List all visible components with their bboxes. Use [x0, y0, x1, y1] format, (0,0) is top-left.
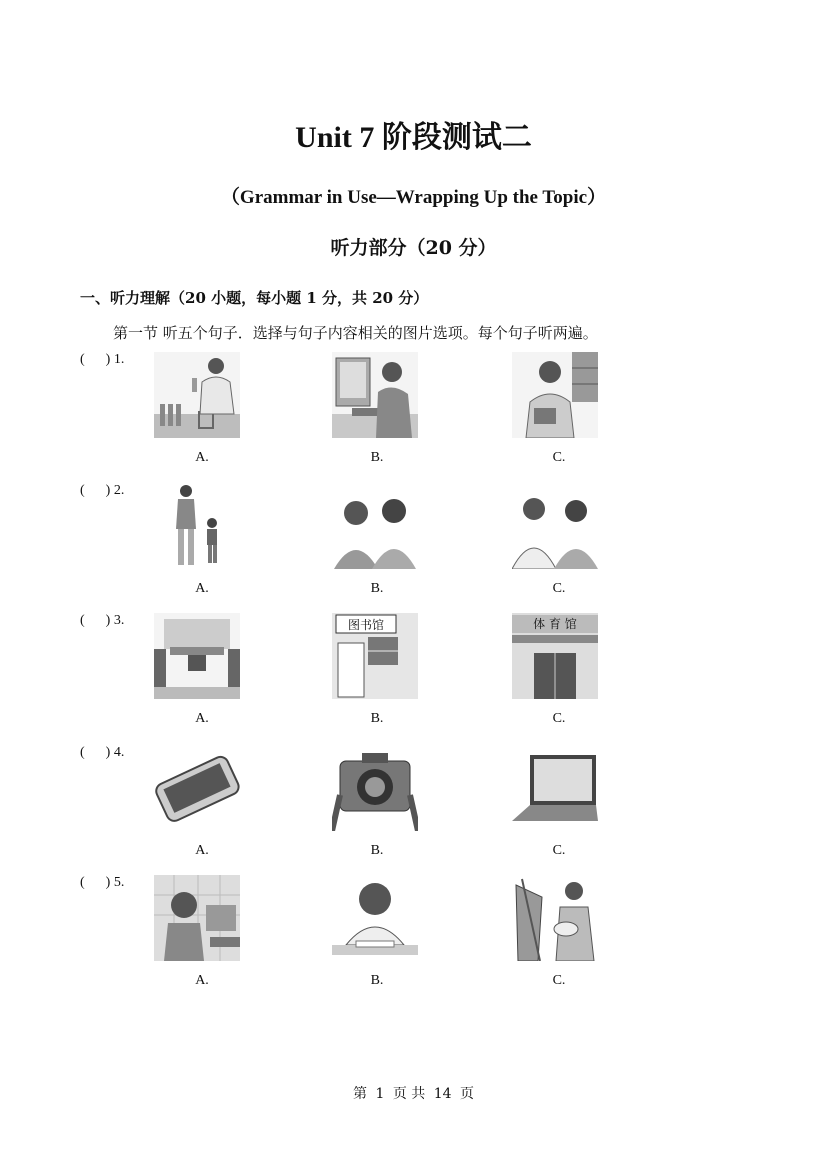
option-c: C.: [552, 450, 566, 465]
scientist-lab-icon: [154, 352, 240, 438]
footer-prefix: 第: [352, 1086, 367, 1102]
laptop-icon: [512, 745, 598, 831]
mother-child-icon: [154, 483, 240, 569]
two-women-icon: [332, 483, 418, 569]
gym-sign-text: 体 育 馆: [533, 617, 577, 631]
part-title: 听力部分（20 分）: [330, 237, 497, 259]
option-b: B.: [370, 581, 384, 596]
doctor-woman-icon: [512, 483, 598, 569]
section-heading: 一、听力理解（20 小题，每小题 1 分，共 20 分）: [80, 289, 429, 307]
option-c: C.: [552, 581, 566, 596]
mobile-phone-icon: [154, 745, 240, 831]
boy-writing-icon: [332, 875, 418, 961]
option-b: B.: [370, 450, 384, 465]
option-c: C.: [552, 973, 566, 988]
question-label: ( ) 5.: [80, 875, 125, 890]
library-icon: [332, 613, 418, 699]
option-c: C.: [552, 843, 566, 858]
school-gate-icon: [154, 613, 240, 699]
footer-total-pages: 14: [433, 1086, 452, 1102]
camera-icon: [332, 745, 418, 831]
boy-computer-icon: [332, 352, 418, 438]
question-label: ( ) 2.: [80, 483, 125, 498]
option-a: A.: [195, 450, 209, 465]
option-a: A.: [195, 581, 209, 596]
page-footer: [0, 1083, 827, 1103]
footer-middle: 页 共: [392, 1086, 426, 1102]
footer-suffix: 页: [460, 1086, 474, 1102]
option-b: B.: [370, 843, 384, 858]
boy-brushing-teeth-icon: [154, 875, 240, 961]
question-5: [0, 875, 827, 1000]
question-1: [0, 352, 827, 477]
option-b: B.: [370, 711, 384, 726]
question-label: ( ) 1.: [80, 352, 125, 367]
man-painting-icon: [512, 875, 598, 961]
footer-page-number: 1: [375, 1086, 385, 1102]
option-a: A.: [195, 843, 209, 858]
gym-icon: [512, 613, 598, 699]
question-2: [0, 483, 827, 608]
question-3: [0, 613, 827, 738]
option-b: B.: [370, 973, 384, 988]
question-label: ( ) 4.: [80, 745, 125, 760]
option-a: A.: [195, 973, 209, 988]
question-4: [0, 745, 827, 870]
option-c: C.: [552, 711, 566, 726]
question-label: ( ) 3.: [80, 613, 125, 628]
student-reading-icon: [512, 352, 598, 438]
instruction-text: 第一节 听五个句子．选择与句子内容相关的图片选项。每个句子听两遍。: [113, 324, 598, 342]
page-title: Unit 7 阶段测试二: [295, 121, 532, 154]
option-a: A.: [195, 711, 209, 726]
library-sign-text: 图书馆: [347, 618, 385, 632]
page-subtitle: （Grammar in Use—Wrapping Up the Topic）: [220, 187, 607, 208]
